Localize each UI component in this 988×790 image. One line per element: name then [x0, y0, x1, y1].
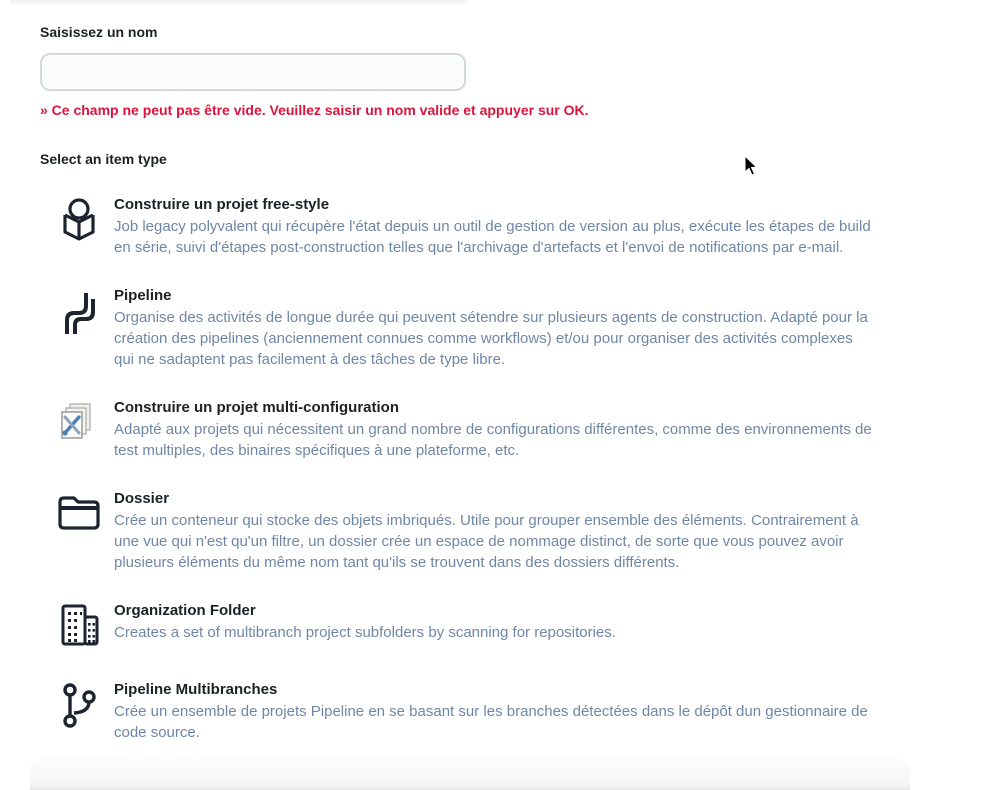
- folder-icon: [54, 490, 104, 540]
- multi-configuration-icon: [54, 399, 104, 449]
- item-title: Organization Folder: [114, 602, 256, 619]
- freestyle-cube-icon: [54, 196, 104, 246]
- pipeline-icon: [54, 287, 104, 337]
- item-description: Crée un ensemble de projets Pipeline en se basant sur les branches détectées dans le dépôt dun gestionnaire de code source.: [114, 703, 868, 741]
- item-type-pipeline[interactable]: [40, 287, 910, 370]
- validation-error-message: » Ce champ ne peut pas être vide. Veuillez saisir un nom valide et appuyer sur OK.: [40, 102, 589, 118]
- item-title: Construire un projet free-style: [114, 196, 330, 213]
- multibranch-pipeline-icon: [54, 681, 104, 731]
- item-description: Job legacy polyvalent qui récupère l'état depuis un outil de gestion de version au plus, exécute les étapes de build en série, suivi d'étapes post-construction telles que l'archivage d'artefacts et l'envoi de notifications par e-mail.: [114, 218, 871, 256]
- item-type-folder[interactable]: [40, 490, 910, 573]
- item-type-freestyle[interactable]: [40, 196, 910, 258]
- bottom-panel: [30, 758, 910, 790]
- item-title: Dossier: [114, 490, 170, 507]
- item-title: Pipeline: [114, 287, 172, 304]
- item-description: Adapté aux projets qui nécessitent un grand nombre de configurations différentes, comme des environnements de test multiples, des binaires spécifiques à une plateforme, etc.: [114, 421, 872, 459]
- item-description: Organise des activités de longue durée qui peuvent sétendre sur plusieurs agents de construction. Adapté pour la création des pipelines (anciennement connues comme workflows) et/ou pour organiser des activités complexes qui ne sadaptent pas facilement à des tâches de type libre.: [114, 309, 868, 368]
- item-type-multibranch-pipeline[interactable]: [40, 681, 910, 743]
- item-description: Crée un conteneur qui stocke des objets imbriqués. Utile pour grouper ensemble des éléments. Contrairement à une vue qui n'est qu'un filtre, un dossier crée un espace de nommage distinct, de sorte que vous pouvez avoir plusieurs éléments du même nom tant qu'ils se trouvent dans des dossiers différents.: [114, 512, 859, 571]
- name-field-label: Saisissez un nom: [40, 24, 158, 40]
- previous-card-edge: [10, 0, 468, 5]
- item-type-section-label: Select an item type: [40, 151, 167, 167]
- item-description: Creates a set of multibranch project subfolders by scanning for repositories.: [114, 624, 616, 641]
- item-title: Pipeline Multibranches: [114, 681, 278, 698]
- organization-folder-icon: [54, 602, 104, 652]
- item-type-multi-configuration[interactable]: [40, 399, 910, 461]
- new-item-form: [40, 24, 910, 743]
- item-type-organization-folder[interactable]: [40, 602, 910, 652]
- item-type-list: [40, 196, 910, 743]
- item-name-input[interactable]: [40, 53, 466, 91]
- item-title: Construire un projet multi-configuration: [114, 399, 399, 416]
